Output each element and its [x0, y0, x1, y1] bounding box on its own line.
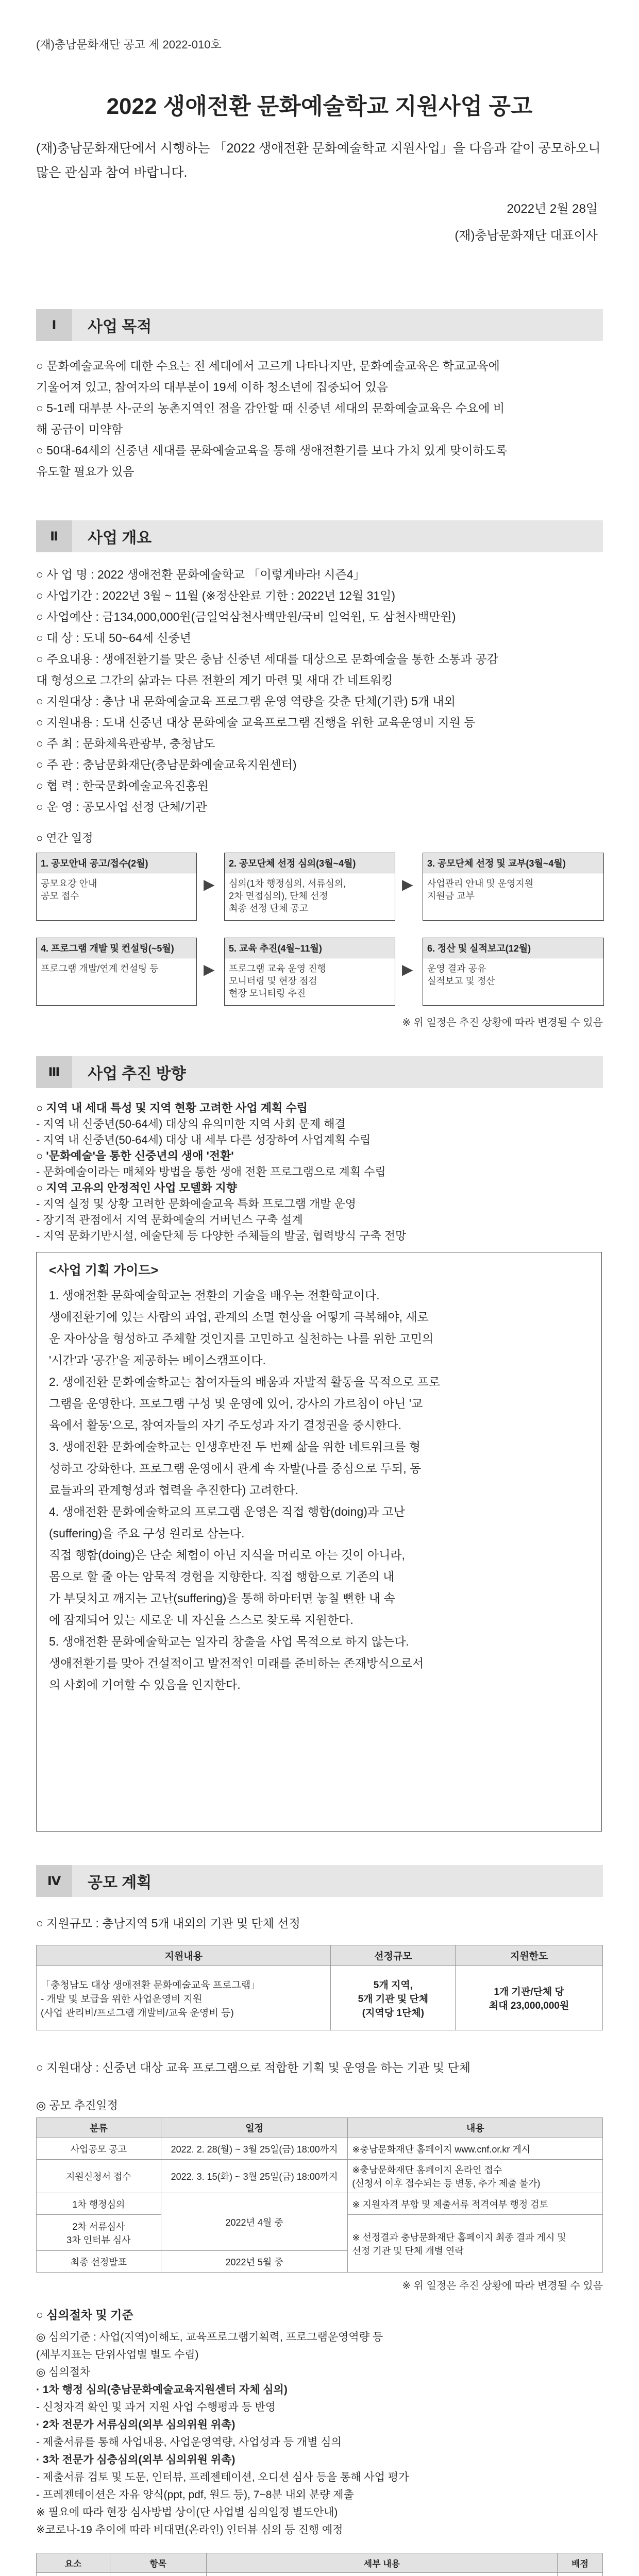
list-item: - 제출서류를 통해 사업내용, 사업운영역량, 사업성과 등 개별 심의 — [36, 2436, 342, 2448]
flow-step-body: 운영 결과 공유 실적보고 및 정산 — [427, 963, 495, 986]
page-title: 2022 생애전환 문화예술학교 지원사업 공고 — [106, 94, 533, 119]
guide-title: <사업 기획 가이드> — [49, 1263, 159, 1278]
planning-guide-box — [36, 1252, 602, 1832]
schedule-table — [36, 2117, 603, 2273]
purpose-list — [36, 355, 603, 482]
list-item: · 1차 행정 심의(충남문화예술교육지원센터 자체 심의) — [36, 2384, 288, 2396]
flow-step-title: 4. 프로그램 개발 및 컨설팅(~5월) — [37, 938, 196, 958]
list-item: ○ 운 영 : 공모사업 선정 단체/기관 — [36, 800, 207, 814]
schedule-heading: ○ 연간 일정 — [36, 832, 93, 844]
table-header: 배점 — [558, 2553, 603, 2573]
table-header: 선정규모 — [331, 1945, 456, 1966]
list-item: ◎ 심의절차 — [36, 2366, 91, 2378]
list-item: · 3차 전문가 심층심의(외부 심의위원 위촉) — [36, 2454, 236, 2466]
guide-line: '시간'과 '공간'을 제공하는 베이스캠프이다. — [49, 1353, 266, 1367]
list-item: ○ 대 상 : 도내 50~64세 신중년 — [36, 631, 191, 645]
flow-step-2 — [224, 853, 395, 921]
list-item: - 지역 문화기반시설, 예술단체 등 다양한 주체들의 발굴, 협력방식 구축 전망 — [36, 1229, 407, 1242]
flow-step-body: 프로그램 교육 운영 진행 모니터링 및 현장 점검 현장 모니터링 추진 — [229, 963, 326, 998]
doc-number: (재)충남문화재단 공고 제 2022-010호 — [36, 38, 222, 51]
table-cell: 2022년 4월 중 — [161, 2193, 348, 2251]
guide-line: 생애전환기를 맞아 건설적이고 발전적인 미래를 준비하는 존재방식으로서 — [49, 1656, 424, 1670]
flow-step-body: 심의(1차 행정심의, 서류심의, 2차 면접심의), 단체 선정 최종 선정 단체 공고 — [229, 878, 346, 913]
list-item: - 제출서류 검토 및 도문, 인터뷰, 프레젠테이션, 오디션 심사 등을 통해 사업 평가 — [36, 2471, 409, 2483]
list-item: ○ '문화예술'을 통한 신중년의 생애 '전환' — [36, 1149, 234, 1162]
guide-line: 1. 생애전환 문화예술학교는 전환의 기술을 배우는 전환학교이다. — [49, 1289, 380, 1302]
list-item: 유도할 필요가 있음 — [36, 465, 134, 478]
table-cell — [558, 2573, 603, 2576]
section-number: Ⅳ — [36, 1865, 72, 1897]
guide-line: 생애전환기에 있는 사람의 과업, 관계의 소멸 현상을 어떻게 극복해야, 새로 — [49, 1310, 429, 1324]
list-item: - 프레젠테이션은 자유 양식(ppt, pdf, 원드 등), 7~8분 내외 분량 제출 — [36, 2489, 354, 2501]
table-cell: 1차 행정심의 — [37, 2193, 161, 2215]
section-3-header — [36, 1056, 603, 1088]
list-item: ○ 주 관 : 충남문화재단(충남문화예술교육지원센터) — [36, 758, 297, 771]
flow-step-body: 공모요강 안내 공모 접수 — [41, 878, 97, 901]
list-item: - 지역 실정 및 상황 고려한 문화예술교육 특화 프로그램 개발 운영 — [36, 1197, 357, 1210]
table-cell: 1개 기관/단체 당 최대 23,000,000원 — [456, 1966, 603, 2030]
guide-line: 2. 생애전환 문화예술학교는 참여자들의 배움과 자발적 활동을 목적으로 프로 — [49, 1375, 441, 1388]
guide-line: 몸으로 할 줄 아는 암묵적 경험을 지향한다. 직접 행함으로 기존의 내 — [49, 1570, 395, 1583]
list-item: ○ 지역 내 세대 특성 및 지역 현황 고려한 사업 계획 수립 — [36, 1101, 308, 1114]
arrow-right-icon: ▶ — [402, 876, 413, 892]
guide-line: 4. 생애전환 문화예술학교의 프로그램 운영은 직접 행함(doing)과 고난 — [49, 1505, 405, 1518]
list-item: ※코로나-19 추이에 따라 비대면(온라인) 인터뷰 심의 등 진행 예정 — [36, 2524, 343, 2536]
list-item: 대 형성으로 그간의 삶과는 다른 전환의 계기 마련 및 새대 간 네트워킹 — [36, 673, 393, 687]
list-item: ※ 필요에 따라 현장 심사방법 상이(단 사업별 심의일정 별도안내) — [36, 2506, 338, 2518]
list-item: ○ 사업기간 : 2022년 3월 ~ 11월 (※정산완료 기한 : 2022년 12월 31일) — [36, 589, 396, 602]
table-header: 일정 — [161, 2118, 348, 2138]
list-item: ○ 지원내용 : 도내 신중년 대상 문화예술 교육프로그램 진행을 위한 교육운영비 지원 등 — [36, 716, 476, 729]
flow-note: ※ 위 일정은 추진 상황에 따라 변경될 수 있음 — [402, 1017, 603, 1028]
table-header: 내용 — [348, 2118, 603, 2138]
arrow-right-icon: ▶ — [402, 961, 413, 977]
list-item: 해 공급이 미약함 — [36, 422, 123, 436]
table-header: 지원내용 — [37, 1945, 331, 1966]
criteria-table — [36, 2553, 603, 2576]
flow-step-4 — [36, 938, 197, 1006]
table-cell: 2차 서류심사 3차 인터뷰 심사 — [37, 2215, 161, 2251]
table-cell: 최종 선정발표 — [37, 2251, 161, 2273]
section-1-header — [36, 309, 603, 341]
list-item: ○ 사업예산 : 금134,000,000원(금일억삼천사백만원/국비 일억원, 도 삼천사백만원) — [36, 610, 456, 623]
section-number: Ⅲ — [36, 1056, 72, 1088]
guide-line: 5. 생애전환 문화예술학교는 일자리 창출을 사업 목적으로 하지 않는다. — [49, 1635, 409, 1648]
intro-text: (재)충남문화재단에서 시행하는 「2022 생애전환 문화예술학교 지원사업」을 다음과 같이 공모하오니 많은 관심과 참여 바랍니다. — [36, 141, 601, 180]
review-list — [36, 2329, 603, 2539]
section-4-header — [36, 1865, 603, 1897]
flow-step-3 — [423, 853, 604, 921]
list-item: - 문화예술이라는 매체와 방법을 통한 생애 전환 프로그램으로 계획 수립 — [36, 1165, 386, 1178]
guide-line: 3. 생애전환 문화예술학교는 인생후반전 두 번째 삶을 위한 네트워크를 형 — [49, 1440, 421, 1453]
guide-line: 의 사회에 기여할 수 있음을 인지한다. — [49, 1678, 241, 1691]
flow-step-title: 3. 공모단체 선정 및 교부(3월~4월) — [423, 853, 603, 873]
list-item: ○ 지역 고유의 안정적인 사업 모델화 지향 — [36, 1181, 237, 1194]
list-item: - 신청자격 확인 및 과거 지원 사업 수행평과 등 반영 — [36, 2401, 276, 2413]
list-item: - 장기적 관점에서 지역 문화예술의 거버넌스 구축 설계 — [36, 1213, 303, 1226]
arrow-right-icon: ▶ — [204, 961, 215, 977]
flow-step-title: 5. 교육 추진(4월~11월) — [225, 938, 395, 958]
list-item: ○ 주요내용 : 생애전환기를 맞은 충남 신중년 세대를 대상으로 문화예술을 통한 소통과 공감 — [36, 652, 498, 666]
guide-line: 성하고 강화한다. 프로그램 운영에서 관계 속 자발(나를 중심으로 두되, 동 — [49, 1462, 422, 1475]
section-title: 사업 추진 방향 — [88, 1065, 186, 1082]
signature: (재)충남문화재단 대표이사 — [455, 229, 598, 243]
list-item: (세부지표는 단위사업별 별도 수립) — [36, 2349, 199, 2361]
table-cell: ※ 선정결과 충남문화재단 홈페이지 최종 결과 게시 및 선정 기관 및 단체 개별 연락 — [348, 2215, 603, 2273]
section-number: Ⅰ — [36, 309, 72, 341]
guide-line: 운 자아상을 형성하고 주체할 것인지를 고민하고 실천하는 나를 위한 고민의 — [49, 1332, 434, 1345]
guide-line: 가 부딪치고 깨지는 고난(suffering)을 통해 하마터면 놓칠 뻔한 내 속 — [49, 1591, 395, 1605]
list-item: ○ 주 최 : 문화체육관광부, 충청남도 — [36, 737, 215, 750]
table-cell: 「충청남도 대상 생애전환 문화예술교육 프로그램」 - 개발 및 보급을 위한 사업운영비 지원 (사업 관리비/프로그램 개발비/교육 운영비 등) — [37, 1966, 331, 2030]
arrow-right-icon: ▶ — [204, 876, 215, 892]
overview-list — [36, 564, 603, 818]
guide-line: 육에서 활동'으로, 참여자들의 자기 주도성과 자기 결정권을 중시한다. — [49, 1418, 402, 1432]
table-cell: 2022. 3. 15(화) ~ 3월 25일(금) 18:00까지 — [161, 2160, 348, 2193]
schedule-note: ※ 위 일정은 추진 상황에 따라 변경될 수 있음 — [402, 2280, 603, 2292]
list-item: ○ 문화예술교육에 대한 수요는 전 세대에서 고르게 나타나지만, 문화예술교육은 학교교육에 — [36, 359, 500, 372]
flow-step-body: 프로그램 개발/연계 컨설팅 등 — [41, 963, 159, 974]
guide-line: 직접 행함(doing)은 단순 체험이 아닌 지식을 머리로 아는 것이 아니라, — [49, 1548, 405, 1562]
guide-line: (suffering)을 주요 구성 원리로 삼는다. — [49, 1527, 245, 1540]
guide-line: 그램을 운영한다. 프로그램 구성 및 운영에 있어, 강사의 가르침이 아닌 '교 — [49, 1397, 423, 1410]
flow-step-6 — [423, 938, 604, 1006]
list-item: ○ 50대-64세의 신중년 세대를 문화예술교육을 통해 생애전환기를 보다 가치 있게 맞이하도록 — [36, 444, 508, 457]
list-item: ○ 5-1레 대부분 사-군의 농촌지역인 점을 감안할 때 신중년 세대의 문화예술교육은 수요에 비 — [36, 401, 505, 415]
section-title: 공모 계획 — [88, 1874, 152, 1891]
table-cell: 지원신청서 접수 — [37, 2160, 161, 2193]
table-cell: ※충남문화재단 홈페이지 온라인 접수 (신청서 이후 접수되는 등 변동, 추가 제출 불가) — [348, 2160, 603, 2193]
flow-step-1 — [36, 853, 197, 921]
support-scale: ○ 지원규모 : 충남지역 5개 내외의 기관 및 단체 선정 — [36, 1917, 300, 1930]
section-title: 사업 목적 — [88, 318, 152, 335]
guide-line: 에 잠재되어 있는 새로운 내 자신을 스스로 찾도록 지원한다. — [49, 1613, 354, 1626]
table-cell: 사업공모 공고 — [37, 2138, 161, 2160]
list-item: - 지역 내 신중년(50-64세) 대상의 유의미한 지역 사회 문제 해결 — [36, 1117, 346, 1130]
table-cell — [110, 2573, 206, 2576]
list-item: ○ 협 력 : 한국문화예술교육진흥원 — [36, 779, 209, 792]
flow-step-title: 6. 정산 및 실적보고(12월) — [423, 938, 603, 958]
table-header: 분류 — [37, 2118, 161, 2138]
table-cell — [37, 2573, 110, 2576]
list-item: 기울어져 있고, 참여자의 대부분이 19세 이하 청소년에 집중되어 있음 — [36, 380, 388, 394]
schedule-title: ◎ 공모 추진일정 — [36, 2099, 118, 2112]
section-2-header — [36, 520, 603, 552]
direction-list — [36, 1100, 603, 1244]
guide-line: 료들과의 관계형성과 협력을 추진한다) 고려한다. — [49, 1483, 298, 1497]
section-number: Ⅱ — [36, 520, 72, 552]
notice-date: 2022년 2월 28일 — [507, 202, 598, 216]
table-header: 요소 — [37, 2553, 110, 2573]
flow-step-5 — [224, 938, 395, 1006]
table-cell: 2022. 2. 28(월) ~ 3월 25일(금) 18:00까지 — [161, 2138, 348, 2160]
table-cell: 2022년 5월 중 — [161, 2251, 348, 2273]
list-item: ◎ 심의기준 : 사업(지역)이해도, 교육프로그램기획력, 프로그램운영역량 등 — [36, 2331, 383, 2343]
table-cell — [206, 2573, 557, 2576]
flow-step-title: 1. 공모안내 공고/접수(2월) — [37, 853, 196, 873]
table-header: 지원한도 — [456, 1945, 603, 1966]
flow-step-body: 사업관리 안내 및 운영지원 지원금 교부 — [427, 878, 534, 901]
review-heading: ○ 심의절차 및 기준 — [36, 2308, 133, 2321]
table-cell: 5개 지역, 5개 기관 및 단체 (지역당 1단체) — [331, 1966, 456, 2030]
table-cell: ※ 지원자격 부합 및 제출서류 적격여부 행정 검토 — [348, 2193, 603, 2215]
table-header: 세부 내용 — [206, 2553, 557, 2573]
table-header: 항목 — [110, 2553, 206, 2573]
table-cell: ※충남문화재단 홈페이지 www.cnf.or.kr 게시 — [348, 2138, 603, 2160]
list-item: ○ 지원대상 : 충남 내 문화예술교육 프로그램 운영 역량을 갖춘 단체(기관) 5개 내외 — [36, 694, 456, 708]
list-item: ○ 사 업 명 : 2022 생애전환 문화예술학교 「이렇게바라! 시즌4」 — [36, 568, 365, 581]
list-item: · 2차 전문가 서류심의(외부 심의위원 위촉) — [36, 2419, 236, 2431]
support-table — [36, 1945, 603, 2030]
section-title: 사업 개요 — [88, 530, 152, 547]
list-item: - 지역 내 신중년(50-64세) 대상 내 세부 다른 성장하여 사업계획 수립 — [36, 1133, 371, 1146]
support-target: ○ 지원대상 : 신중년 대상 교육 프로그램으로 적합한 기획 및 운영을 하는 기관 및 단체 — [36, 2061, 470, 2074]
flow-step-title: 2. 공모단체 선정 심의(3월~4월) — [225, 853, 395, 873]
